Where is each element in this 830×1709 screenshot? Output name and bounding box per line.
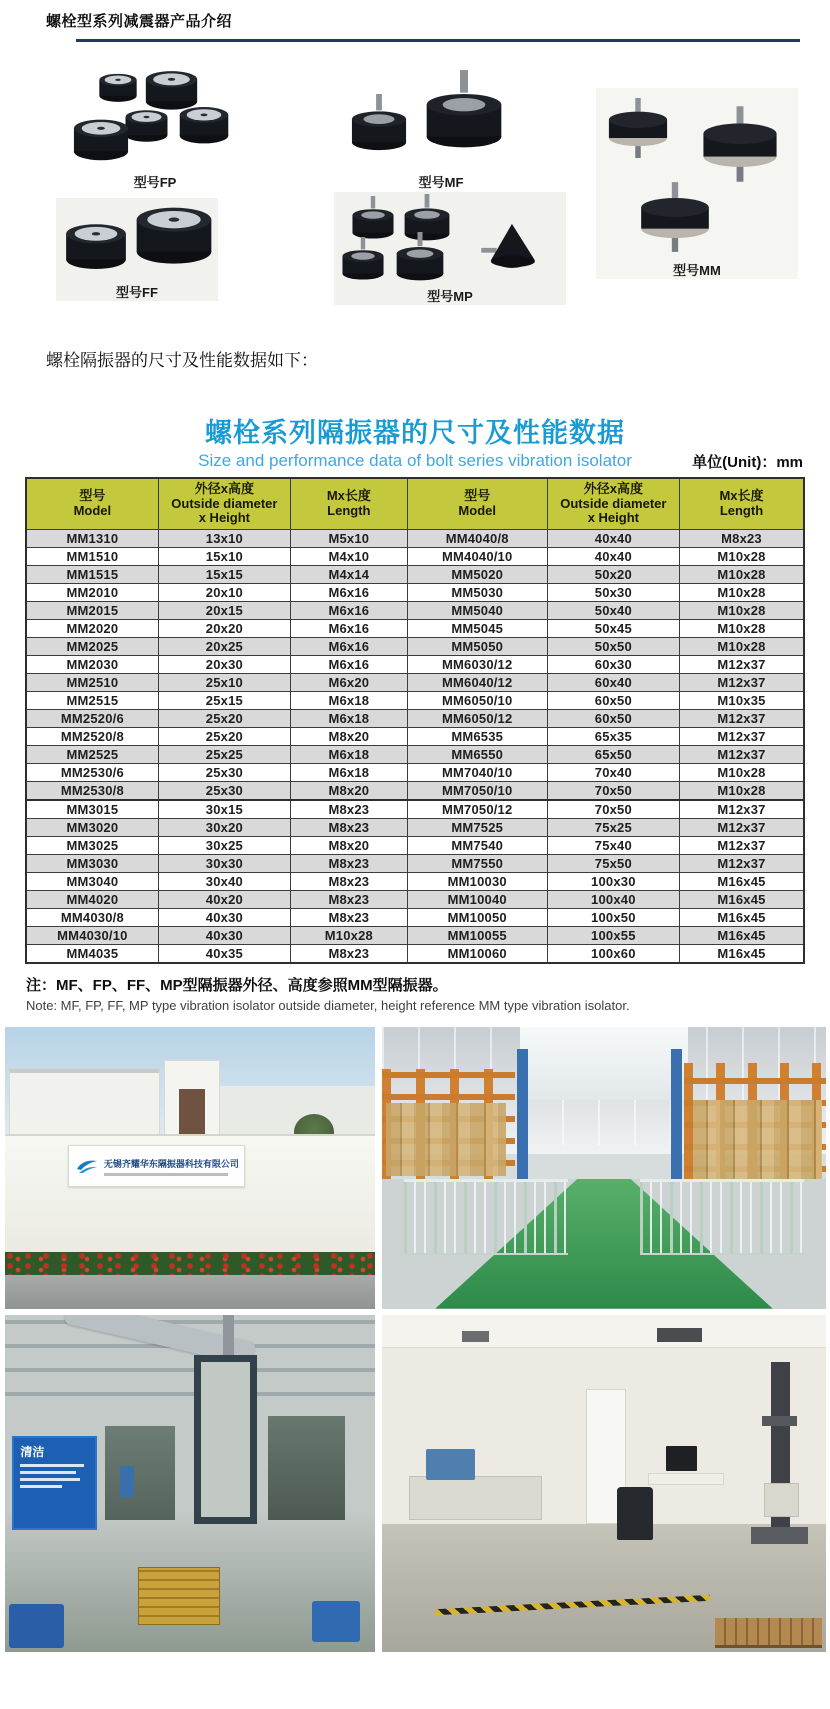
table-cell: M6x16 [291,619,408,637]
photo-workshop-interior [5,1315,375,1652]
company-sign-subline [104,1173,228,1176]
table-unit-label: 单位(Unit)：mm [692,454,803,471]
safety-fence-right [640,1179,804,1255]
column-header: 型号 Model [26,478,158,529]
stored-boxes-left [386,1103,506,1176]
table-cell: 13x10 [158,529,290,547]
photo-testing-lab [382,1315,826,1652]
table-cell: 15x15 [158,565,290,583]
table-cell: MM2020 [26,619,158,637]
product-gallery [0,60,830,312]
table-cell: MM5020 [407,565,547,583]
table-row [26,854,804,872]
table-row [26,655,804,673]
table-cell: MM3020 [26,818,158,836]
table-cell: 40x30 [158,926,290,944]
table-cell: MM6050/12 [407,709,547,727]
table-cell: 100x40 [547,890,679,908]
table-cell: MM4030/10 [26,926,158,944]
table-cell: 40x35 [158,944,290,963]
table-cell: MM2010 [26,583,158,601]
intro-text: 螺栓隔振器的尺寸及性能数据如下： [46,351,318,370]
table-cell: MM10055 [407,926,547,944]
test-machine-base [751,1527,809,1544]
spec-table-body [26,529,804,963]
table-cell: MM4020 [26,890,158,908]
table-cell: MM1515 [26,565,158,583]
table-cell: 25x25 [158,745,290,763]
table-cell: MM3015 [26,800,158,819]
product-label-mm: 型号MM [673,263,721,278]
table-cell: M8x20 [291,836,408,854]
page-header [0,0,830,42]
table-cell: MM7050/10 [407,781,547,800]
table-cell: 50x50 [547,637,679,655]
table-cell: M4x14 [291,565,408,583]
table-row [26,691,804,709]
note-chinese: 注：MF、FP、FF、MP型隔振器外径、高度参照MM型隔振器。 [26,976,448,994]
table-cell: MM6050/10 [407,691,547,709]
table-cell: M8x23 [291,872,408,890]
table-cell: 65x50 [547,745,679,763]
monitor [666,1446,697,1471]
photo-grid [5,1027,830,1652]
computer-desk [648,1473,723,1485]
table-cell: 75x40 [547,836,679,854]
sign-text-bar [20,1464,84,1467]
table-cell: MM3025 [26,836,158,854]
table-cell: 25x20 [158,709,290,727]
table-cell: M6x18 [291,691,408,709]
table-cell: M8x23 [291,944,408,963]
table-cell: M8x20 [291,727,408,745]
table-cell: MM2530/6 [26,763,158,781]
table-cell: M10x28 [679,619,804,637]
table-cell: MM4035 [26,944,158,963]
rubber-mounts-ff-image [58,200,216,280]
table-row [26,529,804,547]
table-cell: MM7550 [407,854,547,872]
photo-warehouse-interior [382,1027,826,1309]
product-label-fp: 型号FP [133,175,177,190]
table-cell: M10x28 [679,565,804,583]
yellow-crates [138,1567,219,1624]
column-header: 外径x高度 Outside diameter x Height [547,478,679,529]
table-cell: 100x60 [547,944,679,963]
table-cell: 50x20 [547,565,679,583]
table-cell: M8x23 [291,854,408,872]
table-cell: 70x50 [547,781,679,800]
product-photo-fp [66,66,244,191]
table-cell: 75x50 [547,854,679,872]
column-header: Mx长度 Length [679,478,804,529]
product-photo-ff [56,198,218,301]
table-note [26,974,830,1013]
spec-table [25,477,805,964]
table-row [26,800,804,819]
blue-bin-right [312,1601,360,1641]
table-row [26,547,804,565]
table-cell: M10x28 [679,583,804,601]
table-cell: MM6040/12 [407,673,547,691]
equipment-box [764,1483,800,1517]
table-cell: M6x18 [291,763,408,781]
table-cell: MM10030 [407,872,547,890]
table-cell: MM4040/10 [407,547,547,565]
table-row [26,745,804,763]
table-cell: 25x20 [158,727,290,745]
spec-table-header-row [26,478,804,529]
table-cell: 100x55 [547,926,679,944]
table-cell: 40x30 [158,908,290,926]
spec-table-head [26,478,804,529]
lab-ceiling [382,1315,826,1349]
table-row [26,836,804,854]
blue-bin-left [9,1604,65,1648]
table-cell: MM5045 [407,619,547,637]
office-chair [617,1487,653,1541]
table-cell: 50x45 [547,619,679,637]
table-cell: M4x10 [291,547,408,565]
table-cell: M10x28 [291,926,408,944]
table-cell: 30x30 [158,854,290,872]
product-photo-mf [322,66,560,191]
table-cell: 70x40 [547,763,679,781]
flower-bed [5,1252,375,1275]
spec-table-section [25,411,805,964]
table-cell: MM6550 [407,745,547,763]
stored-boxes-right [693,1100,822,1179]
table-cell: MM10050 [407,908,547,926]
table-cell: M12x37 [679,836,804,854]
table-cell: 20x20 [158,619,290,637]
table-row [26,872,804,890]
table-cell: 40x20 [158,890,290,908]
table-cell: MM1310 [26,529,158,547]
wall-vent [657,1328,701,1341]
table-cell: M10x28 [679,637,804,655]
skylight [520,1027,689,1100]
sign-text-bar [20,1471,75,1474]
table-cell: M6x18 [291,709,408,727]
table-cell: M6x16 [291,601,408,619]
company-logo-icon [75,1157,99,1175]
wall-vent-small [462,1331,489,1341]
table-cell: M12x37 [679,727,804,745]
table-cell: M8x23 [291,890,408,908]
table-cell: MM10060 [407,944,547,963]
table-cell: 60x50 [547,709,679,727]
table-cell: M10x28 [679,781,804,800]
table-cell: 60x50 [547,691,679,709]
wooden-pallet [715,1618,822,1648]
table-cell: MM2510 [26,673,158,691]
table-cell: M6x18 [291,745,408,763]
rubber-mounts-mf-image [324,66,558,170]
table-cell: M12x37 [679,854,804,872]
table-cell: M10x28 [679,547,804,565]
table-cell: MM2025 [26,637,158,655]
table-cell: 30x20 [158,818,290,836]
table-cell: M12x37 [679,818,804,836]
table-cell: MM3030 [26,854,158,872]
table-cell: 60x30 [547,655,679,673]
table-cell: MM7040/10 [407,763,547,781]
machine-right [268,1416,346,1520]
column-header: 外径x高度 Outside diameter x Height [158,478,290,529]
photo-factory-entrance [5,1027,375,1309]
table-cell: MM2530/8 [26,781,158,800]
table-cell: M8x23 [679,529,804,547]
table-cell: 75x25 [547,818,679,836]
table-cell: MM5040 [407,601,547,619]
table-cell: 100x50 [547,908,679,926]
table-cell: 50x40 [547,601,679,619]
table-cell: M6x20 [291,673,408,691]
table-cell: MM2520/6 [26,709,158,727]
table-cell: 60x40 [547,673,679,691]
table-cell: M16x45 [679,908,804,926]
table-cell: 30x25 [158,836,290,854]
product-label-ff: 型号FF [116,285,158,300]
table-cell: MM3040 [26,872,158,890]
table-cell: MM4030/8 [26,908,158,926]
table-cell: MM7050/12 [407,800,547,819]
table-cell: M6x16 [291,583,408,601]
table-cell: 20x30 [158,655,290,673]
machine-middle [105,1426,175,1520]
table-cell: 70x50 [547,800,679,819]
table-cell: MM2030 [26,655,158,673]
safety-fence-left [404,1179,568,1255]
sign-text-bar [20,1485,61,1488]
table-cell: MM7525 [407,818,547,836]
table-cell: M10x28 [679,601,804,619]
table-cell: MM2015 [26,601,158,619]
table-cell: 100x30 [547,872,679,890]
table-row [26,619,804,637]
test-bench [409,1476,542,1520]
rubber-mounts-fp-image [68,66,242,170]
table-cell: 20x25 [158,637,290,655]
product-label-mp: 型号MP [427,289,473,304]
table-cell: M8x23 [291,908,408,926]
table-cell: M6x16 [291,655,408,673]
company-sign-text: 无锡齐耀华东隔振器科技有限公司 [103,1158,239,1169]
table-row [26,637,804,655]
table-row [26,890,804,908]
table-row [26,727,804,745]
product-photo-mm [596,88,798,279]
table-row [26,601,804,619]
table-cell: MM1510 [26,547,158,565]
table-cell: 25x30 [158,763,290,781]
table-cell: 25x15 [158,691,290,709]
table-row [26,818,804,836]
table-cell: 30x40 [158,872,290,890]
workshop-sign-title: 清洁 [20,1444,45,1459]
table-cell: MM4040/8 [407,529,547,547]
table-cell: MM2525 [26,745,158,763]
table-cell: MM2515 [26,691,158,709]
table-cell: 30x15 [158,800,290,819]
table-row [26,944,804,963]
product-photo-mp [334,192,566,305]
blue-test-device [426,1449,475,1479]
table-row [26,709,804,727]
table-cell: M6x16 [291,637,408,655]
table-cell: MM5030 [407,583,547,601]
table-row [26,583,804,601]
table-row [26,565,804,583]
rubber-mounts-mp-image [337,194,563,284]
rubber-mounts-mm-image [598,90,796,258]
table-cell: M5x10 [291,529,408,547]
table-cell: M16x45 [679,926,804,944]
table-subtitle-row [25,451,805,473]
table-cell: 40x40 [547,529,679,547]
table-cell: M16x45 [679,944,804,963]
table-cell: MM6030/12 [407,655,547,673]
table-cell: 20x15 [158,601,290,619]
table-cell: MM10040 [407,890,547,908]
table-cell: MM5050 [407,637,547,655]
sign-text-bar [20,1478,79,1481]
table-row [26,908,804,926]
table-cell: M12x37 [679,745,804,763]
table-cell: 65x35 [547,727,679,745]
table-title-en: Size and performance data of bolt series vibration isolator [198,451,632,470]
table-cell: 25x10 [158,673,290,691]
table-row [26,763,804,781]
table-cell: 25x30 [158,781,290,800]
header-divider [76,39,800,42]
table-cell: M16x45 [679,872,804,890]
road [5,1275,375,1309]
company-sign [68,1145,246,1187]
page-title: 螺栓型系列减震器产品介绍 [46,13,233,30]
table-cell: MM2520/8 [26,727,158,745]
table-cell: 50x30 [547,583,679,601]
table-cell: 20x10 [158,583,290,601]
column-header: 型号 Model [407,478,547,529]
table-row [26,781,804,800]
product-label-mf: 型号MF [418,175,464,190]
table-row [26,926,804,944]
table-cell: M12x37 [679,673,804,691]
table-cell: 15x10 [158,547,290,565]
workshop-sign [12,1436,97,1530]
table-cell: MM6535 [407,727,547,745]
table-cell: M8x23 [291,818,408,836]
note-english: Note: MF, FP, FF, MP type vibration isolator outside diameter, height reference MM type vibration isolator. [26,997,630,1013]
table-cell: M10x28 [679,763,804,781]
table-cell: M8x23 [291,800,408,819]
table-cell: M12x37 [679,655,804,673]
table-cell: M16x45 [679,890,804,908]
table-cell: MM7540 [407,836,547,854]
table-cell: 40x40 [547,547,679,565]
table-title-cn: 螺栓系列隔振器的尺寸及性能数据 [205,418,625,448]
table-cell: M12x37 [679,709,804,727]
press-machine [194,1355,257,1524]
table-cell: M8x20 [291,781,408,800]
table-row [26,673,804,691]
worker-figure [120,1466,135,1496]
table-cell: M10x35 [679,691,804,709]
test-machine-arm [762,1416,798,1426]
table-cell: M12x37 [679,800,804,819]
column-header: Mx长度 Length [291,478,408,529]
